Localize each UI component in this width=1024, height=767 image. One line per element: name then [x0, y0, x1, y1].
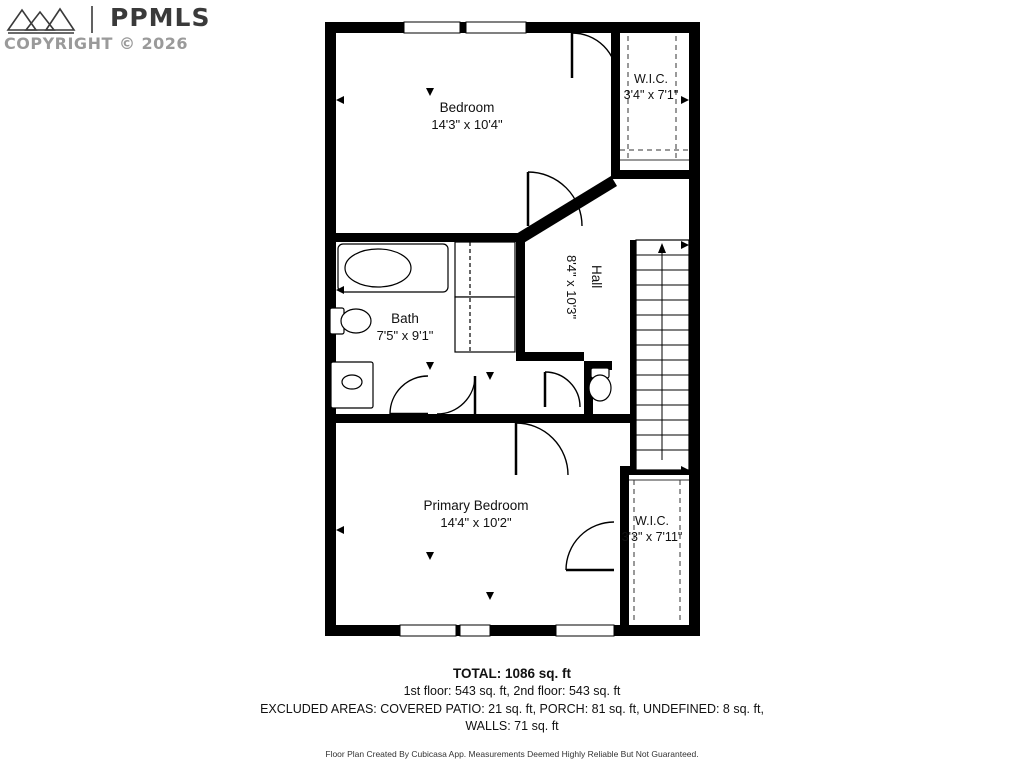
room-label-primary-bedroom	[390, 498, 562, 531]
room-name-hall: Hall	[589, 265, 604, 289]
room-name-bedroom: Bedroom	[439, 100, 495, 115]
room-name-bath: Bath	[391, 311, 419, 326]
room-name-wic-bottom: W.I.C.	[634, 514, 670, 528]
logo-text: PPMLS	[110, 3, 211, 32]
room-dims-bath: 7'5" x 9'1"	[376, 327, 434, 343]
floor-plan-summary	[0, 666, 1024, 759]
excluded-areas-line2: WALLS: 71 sq. ft	[465, 718, 559, 733]
room-dims-wic-bottom: 3'3" x 7'11"	[621, 529, 683, 544]
disclaimer-text: Floor Plan Created By Cubicasa App. Measurements Deemed Highly Reliable But Not Guaranteed.	[325, 748, 699, 759]
half-bath-fixtures	[589, 368, 611, 401]
room-dims-wic-top: 3'4" x 7'1"	[623, 87, 679, 102]
room-dims-primary-bedroom: 14'4" x 10'2"	[440, 514, 512, 530]
stairs	[636, 240, 689, 470]
room-name-wic-top: W.I.C.	[633, 72, 669, 86]
room-label-wic-bottom	[603, 514, 701, 545]
total-area: TOTAL: 1086 sq. ft	[452, 666, 572, 681]
room-dims-hall: 8'4" x 10'3"	[564, 255, 579, 320]
room-label-wic-top	[605, 72, 697, 103]
copyright-text: COPYRIGHT © 2026	[4, 34, 189, 53]
excluded-areas-line1: EXCLUDED AREAS: COVERED PATIO: 21 sq. ft, PORCH: 81 sq. ft, UNDEFINED: 8 sq. ft,	[260, 702, 764, 716]
floor-breakdown: 1st floor: 543 sq. ft, 2nd floor: 543 sq. ft	[403, 684, 621, 698]
room-label-bedroom	[382, 100, 552, 133]
room-dims-bedroom: 14'3" x 10'4"	[431, 116, 503, 132]
room-label-bath	[330, 311, 480, 344]
room-name-primary-bedroom: Primary Bedroom	[423, 498, 529, 513]
